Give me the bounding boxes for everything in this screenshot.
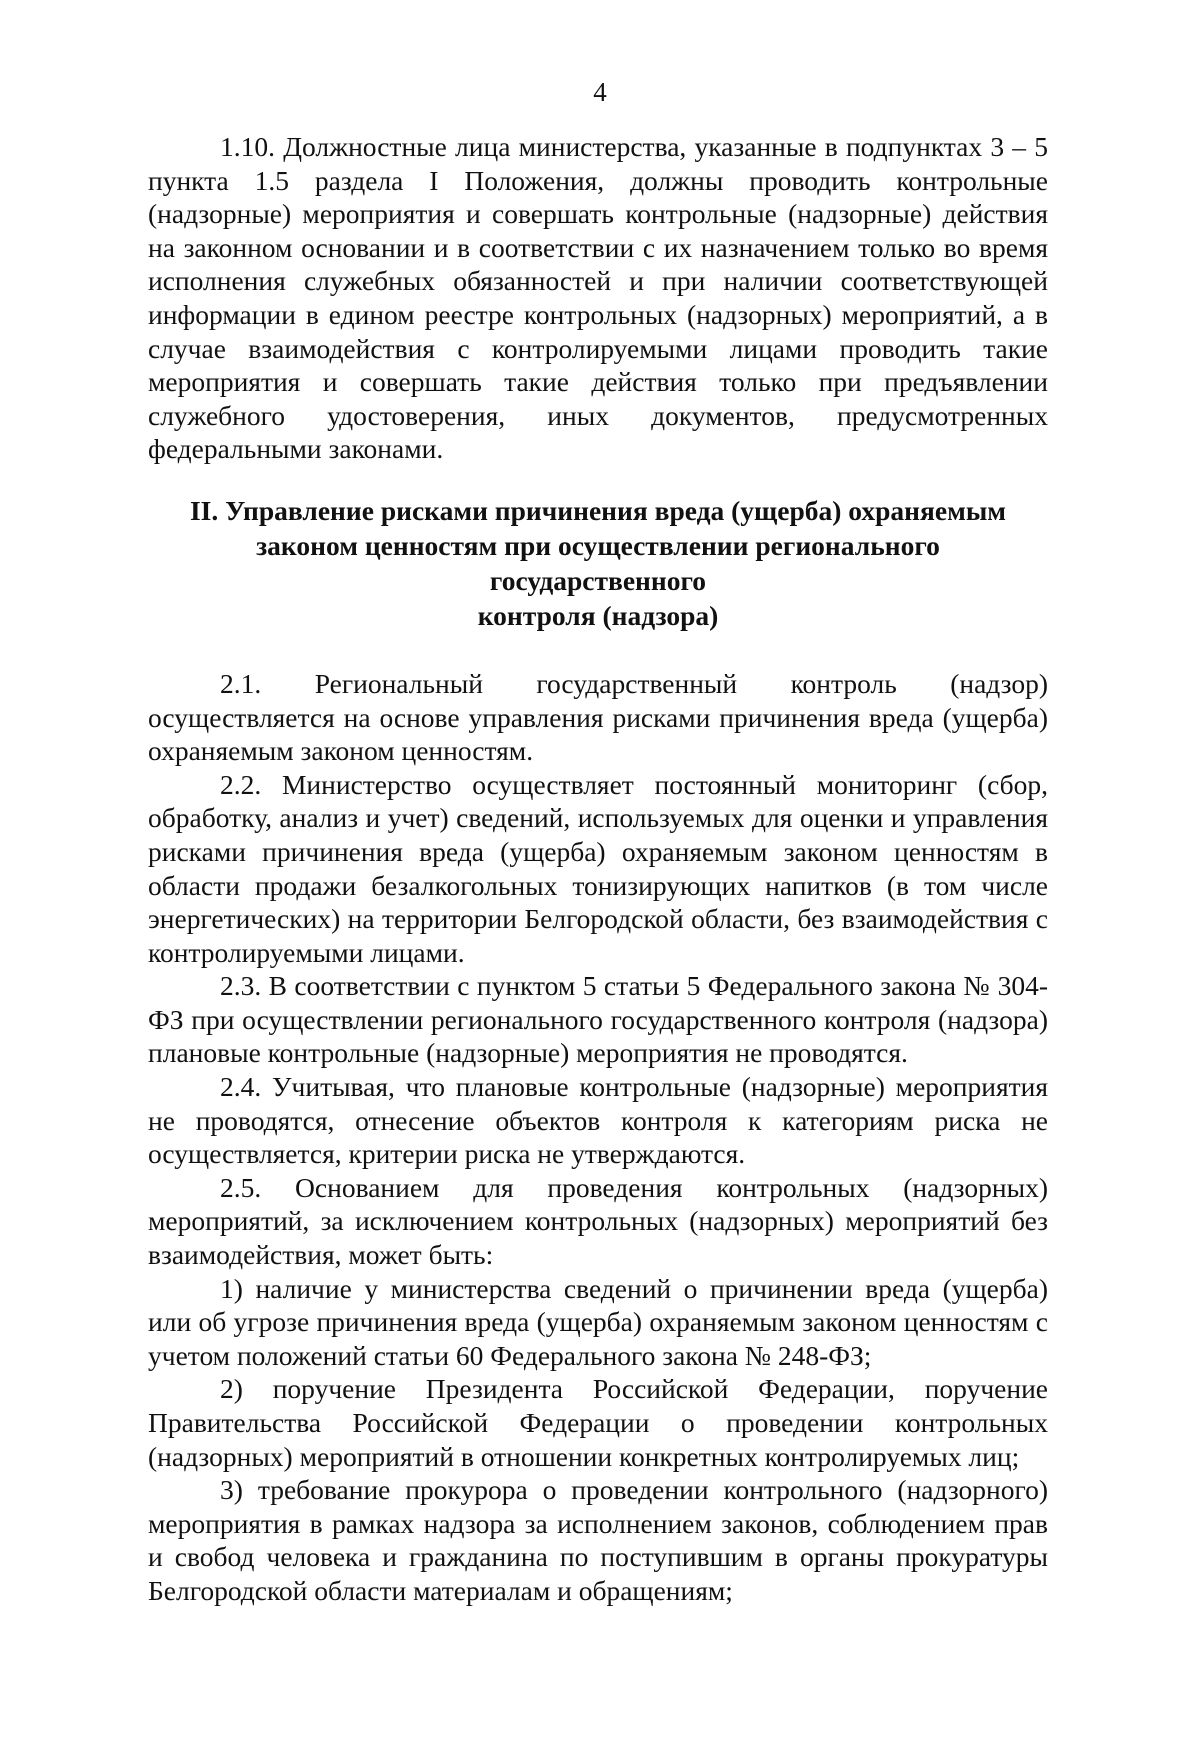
section-heading-line-1: II. Управление рисками причинения вреда (ущерба) охраняемым <box>189 494 1007 526</box>
paragraph-2-3: 2.3. В соответствии с пунктом 5 статьи 5 Федерального закона № 304-ФЗ при осуществлении регионального государственного контроля (надзора) плановые контрольные (надзорные) мероприятия не проводятся. <box>148 970 1048 1069</box>
section-heading <box>148 493 1048 633</box>
paragraph-1-10: 1.10. Должностные лица министерства, указанные в подпунктах 3 – 5 пункта 1.5 раздела I Положения, должны проводить контрольные (надзорные) мероприятия и совершать контрольные (надзорные) действия на законном основании и в соответствии с их назначением только во время исполнения служебных обязанностей и при наличии соответствующей информации в едином реестре контрольных (надзорных) мероприятий, а в случае взаимодействия с контролируемыми лицами проводить такие мероприятия и совершать такие действия только при предъявлении служебного удостоверения, иных документов, предусмотренных федеральными законами. <box>148 131 1048 465</box>
list-item-3: 3) требование прокурора о проведении контрольного (надзорного) мероприятия в рамках надзора за исполнением законов, соблюдением прав и свобод человека и гражданина по поступившим в органы прокуратуры Белгородской области материалам и обращениям; <box>148 1474 1048 1606</box>
list-item-1: 1) наличие у министерства сведений о причинении вреда (ущерба) или об угрозе причинения вреда (ущерба) охраняемым законом ценностям с учетом положений статьи 60 Федерального закона № 248-ФЗ; <box>148 1272 1048 1371</box>
paragraph-2-5: 2.5. Основанием для проведения контрольных (надзорных) мероприятий, за исключением контрольных (надзорных) мероприятий без взаимодействия, может быть: <box>148 1171 1048 1271</box>
paragraph-2-4: 2.4. Учитывая, что плановые контрольные (надзорные) мероприятия не проводятся, отнесение объектов контроля к категориям риска не осуществляется, критерии риска не утверждаются. <box>148 1071 1048 1170</box>
paragraph-2-1: 2.1. Региональный государственный контроль (надзор) осуществляется на основе управления рисками причинения вреда (ущерба) охраняемым законом ценностям. <box>148 667 1048 767</box>
section-heading-line-2: законом ценностям при осуществлении регионального государственного <box>256 529 940 596</box>
document-body <box>148 130 1048 1608</box>
page-number: 4 <box>593 77 607 107</box>
section-heading-line-3: контроля (надзора) <box>477 599 719 631</box>
list-item-2: 2) поручение Президента Российской Федерации, поручение Правительства Российской Федерации о проведении контрольных (надзорных) мероприятий в отношении конкретных контролируемых лиц; <box>148 1373 1048 1472</box>
paragraph-2-2: 2.2. Министерство осуществляет постоянный мониторинг (сбор, обработку, анализ и учет) сведений, используемых для оценки и управления рисками причинения вреда (ущерба) охраняемым законом ценностям в области продажи безалкогольных тонизирующих напитков (в том числе энергетических) на территории Белгородской области, без взаимодействия с контролируемыми лицами. <box>148 768 1048 968</box>
